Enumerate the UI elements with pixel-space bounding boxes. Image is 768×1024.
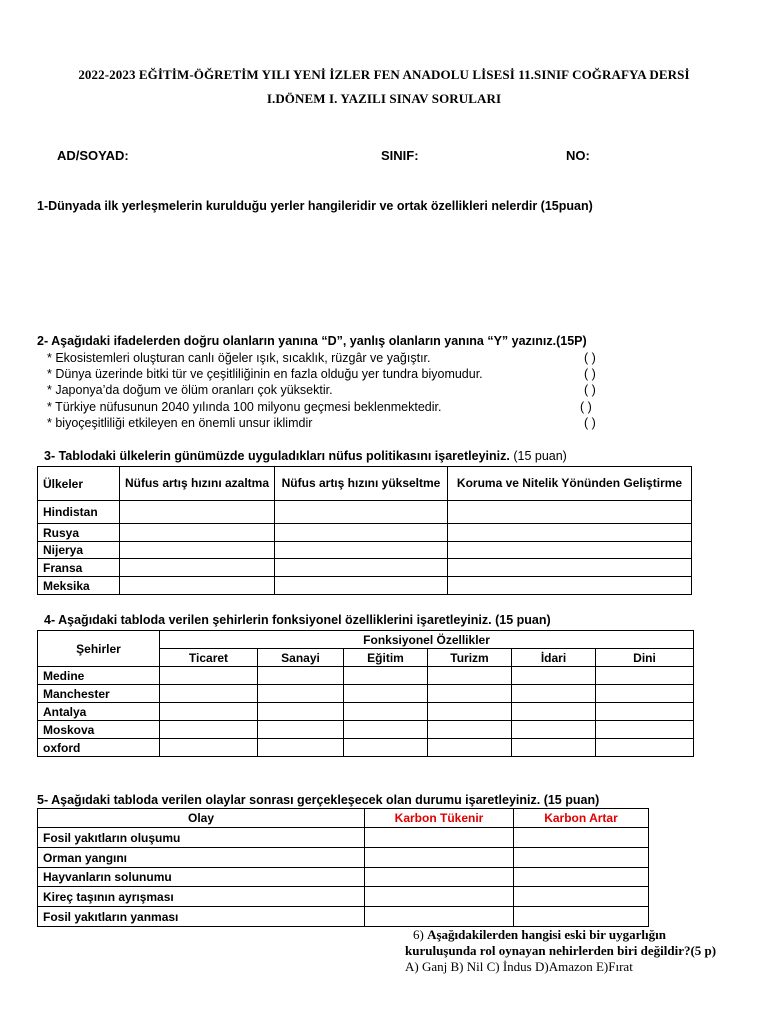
q2-answer-box[interactable]: ( ) <box>584 383 596 397</box>
class-label: SINIF: <box>381 148 419 163</box>
question-4: 4- Aşağıdaki tabloda verilen şehirlerin fonksiyonel özelliklerini işaretleyiniz. (15 puan) <box>44 613 551 627</box>
answer-cell[interactable] <box>344 685 428 703</box>
answer-cell[interactable] <box>428 667 512 685</box>
q2-statement: * Ekosistemleri oluşturan canlı öğeler ışık, sıcaklık, rüzgâr ve yağıştır. <box>47 351 431 365</box>
answer-cell[interactable] <box>160 685 258 703</box>
country-cell: Meksika <box>38 577 120 595</box>
answer-cell[interactable] <box>344 703 428 721</box>
q2-statement: * Dünya üzerinde bitki tür ve çeşitliliğinin en fazla olduğu yer tundra biyomudur. <box>47 367 483 381</box>
answer-cell[interactable] <box>258 703 344 721</box>
answer-cell[interactable] <box>120 559 275 577</box>
table-header: Nüfus artış hızını yükseltme <box>275 467 448 501</box>
answer-cell[interactable] <box>275 524 448 542</box>
country-cell: Nijerya <box>38 542 120 559</box>
answer-cell[interactable] <box>596 739 694 757</box>
answer-cell[interactable] <box>120 577 275 595</box>
population-policy-table <box>37 466 692 595</box>
table-header: Nüfus artış hızını azaltma <box>120 467 275 501</box>
number-label: NO: <box>566 148 590 163</box>
event-cell: Fosil yakıtların yanması <box>38 907 365 927</box>
answer-cell[interactable] <box>365 868 514 887</box>
answer-cell[interactable] <box>365 887 514 907</box>
answer-cell[interactable] <box>428 721 512 739</box>
event-cell: Fosil yakıtların oluşumu <box>38 828 365 848</box>
table-header: Ülkeler <box>38 467 120 501</box>
answer-cell[interactable] <box>596 703 694 721</box>
answer-cell[interactable] <box>448 524 692 542</box>
answer-cell[interactable] <box>596 685 694 703</box>
question-3-text: 3- Tablodaki ülkelerin günümüzde uyguladıkları nüfus politikasını işaretleyiniz. <box>44 449 510 463</box>
answer-cell[interactable] <box>512 739 596 757</box>
answer-cell[interactable] <box>258 739 344 757</box>
question-3-points: (15 puan) <box>513 449 567 463</box>
answer-cell[interactable] <box>428 739 512 757</box>
table-header: Turizm <box>428 649 512 667</box>
answer-cell[interactable] <box>344 721 428 739</box>
answer-cell[interactable] <box>160 703 258 721</box>
exam-title: 2022-2023 EĞİTİM-ÖĞRETİM YILI YENİ İZLER FEN ANADOLU LİSESİ 11.SINIF COĞRAFYA DERSİ <box>78 67 690 82</box>
table-header: Eğitim <box>344 649 428 667</box>
q2-statement: * biyoçeşitliliği etkileyen en önemli unsur iklimdir <box>47 416 313 430</box>
table-header: Ticaret <box>160 649 258 667</box>
city-cell: Antalya <box>38 703 160 721</box>
table-header: Dini <box>596 649 694 667</box>
country-cell: Hindistan <box>38 501 120 524</box>
q2-statement: * Türkiye nüfusunun 2040 yılında 100 milyonu geçmesi beklenmektedir. <box>47 400 442 414</box>
q2-statement: * Japonya’da doğum ve ölüm oranları çok yüksektir. <box>47 383 333 397</box>
exam-subtitle: I.DÖNEM I. YAZILI SINAV SORULARI <box>266 91 502 106</box>
question-3 <box>44 449 567 463</box>
event-cell: Orman yangını <box>38 848 365 868</box>
city-cell: oxford <box>38 739 160 757</box>
answer-cell[interactable] <box>514 848 649 868</box>
table-header: Fonksiyonel Özellikler <box>160 631 694 649</box>
answer-cell[interactable] <box>258 685 344 703</box>
answer-cell[interactable] <box>428 703 512 721</box>
question-1: 1-Dünyada ilk yerleşmelerin kurulduğu yerler hangileridir ve ortak özellikleri nelerdir (15puan) <box>37 199 593 213</box>
event-cell: Kireç taşının ayrışması <box>38 887 365 907</box>
event-cell: Hayvanların solunumu <box>38 868 365 887</box>
table-header: Olay <box>38 809 365 828</box>
answer-cell[interactable] <box>365 848 514 868</box>
city-cell: Medine <box>38 667 160 685</box>
answer-cell[interactable] <box>120 542 275 559</box>
answer-cell[interactable] <box>448 559 692 577</box>
answer-cell[interactable] <box>120 524 275 542</box>
answer-cell[interactable] <box>275 542 448 559</box>
question-6-number: 6) <box>413 927 424 942</box>
q2-answer-box[interactable]: ( ) <box>584 367 596 381</box>
answer-cell[interactable] <box>275 501 448 524</box>
q2-answer-box[interactable]: ( ) <box>580 400 592 414</box>
answer-cell[interactable] <box>365 907 514 927</box>
question-5: 5- Aşağıdaki tabloda verilen olaylar sonrası gerçekleşecek olan durumu işaretleyiniz. (15 puan) <box>37 793 600 807</box>
answer-cell[interactable] <box>275 577 448 595</box>
answer-cell[interactable] <box>512 703 596 721</box>
answer-cell[interactable] <box>160 739 258 757</box>
city-cell: Manchester <box>38 685 160 703</box>
name-label: AD/SOYAD: <box>57 148 129 163</box>
table-header: İdari <box>512 649 596 667</box>
carbon-cycle-table <box>37 808 649 927</box>
city-cell: Moskova <box>38 721 160 739</box>
answer-cell[interactable] <box>258 721 344 739</box>
answer-cell[interactable] <box>448 501 692 524</box>
question-6 <box>405 927 735 975</box>
answer-cell[interactable] <box>596 667 694 685</box>
answer-cell[interactable] <box>514 828 649 848</box>
answer-cell[interactable] <box>344 667 428 685</box>
answer-cell[interactable] <box>512 667 596 685</box>
answer-cell[interactable] <box>344 739 428 757</box>
table-header: Karbon Artar <box>514 809 649 828</box>
answer-cell[interactable] <box>514 887 649 907</box>
table-header: Şehirler <box>38 631 160 667</box>
answer-cell[interactable] <box>512 685 596 703</box>
answer-cell[interactable] <box>275 559 448 577</box>
question-2: 2- Aşağıdaki ifadelerden doğru olanların yanına “D”, yanlış olanların yanına “Y” yazınız.(15P) <box>37 334 587 348</box>
answer-cell[interactable] <box>258 667 344 685</box>
table-header: Sanayi <box>258 649 344 667</box>
answer-cell[interactable] <box>512 721 596 739</box>
question-6-options: A) Ganj B) Nil C) İndus D)Amazon E)Fırat <box>405 959 633 974</box>
answer-cell[interactable] <box>596 721 694 739</box>
country-cell: Fransa <box>38 559 120 577</box>
answer-cell[interactable] <box>514 907 649 927</box>
answer-cell[interactable] <box>514 868 649 887</box>
q2-answer-box[interactable]: ( ) <box>584 416 596 430</box>
table-header: Karbon Tükenir <box>365 809 514 828</box>
answer-cell[interactable] <box>120 501 275 524</box>
answer-cell[interactable] <box>160 667 258 685</box>
answer-cell[interactable] <box>448 542 692 559</box>
city-function-table <box>37 630 694 757</box>
answer-cell[interactable] <box>448 577 692 595</box>
table-header: Koruma ve Nitelik Yönünden Geliştirme <box>448 467 692 501</box>
answer-cell[interactable] <box>365 828 514 848</box>
country-cell: Rusya <box>38 524 120 542</box>
answer-cell[interactable] <box>428 685 512 703</box>
answer-cell[interactable] <box>160 721 258 739</box>
q2-answer-box[interactable]: ( ) <box>584 351 596 365</box>
question-6-text: Aşağıdakilerden hangisi eski bir uygarlığın kuruluşunda rol oynayan nehirlerden biri değildir?(5 p) <box>405 927 717 958</box>
